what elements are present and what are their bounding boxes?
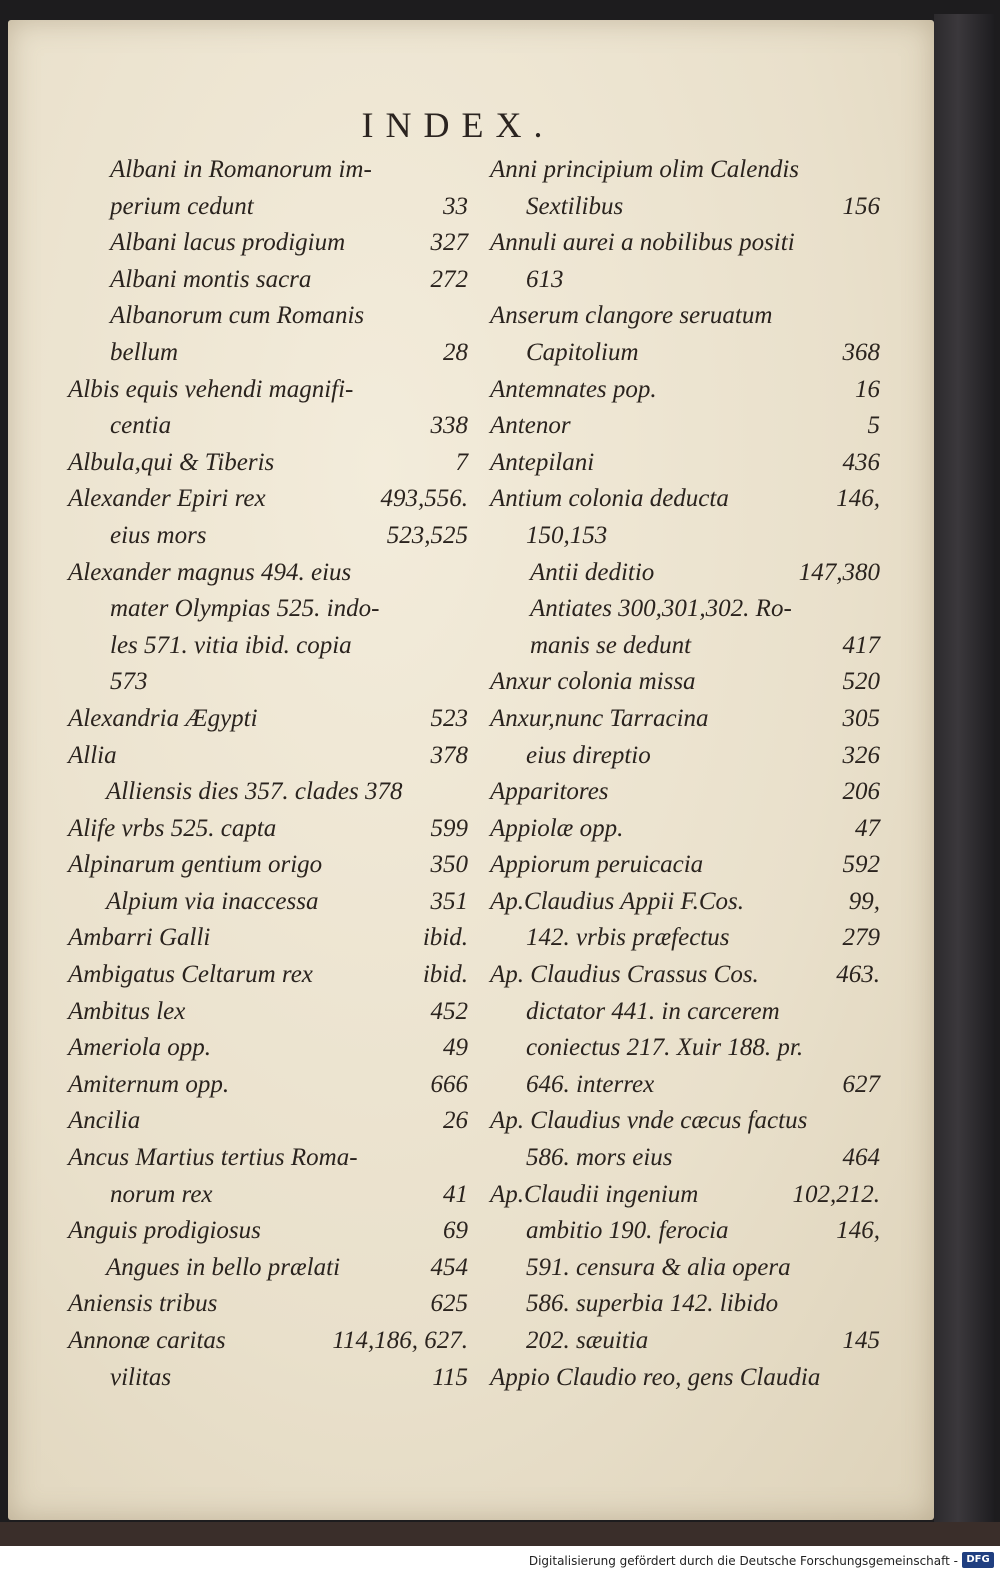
index-entry xyxy=(68,591,468,628)
index-entry-text: 202. sæuitia xyxy=(526,1327,649,1354)
index-entry-page-ref: 351 xyxy=(430,887,468,915)
index-entry-page-ref: 520 xyxy=(842,668,880,696)
index-entry-page-ref: 493,556. xyxy=(380,485,468,513)
index-entry-text: dictator 441. in carcerem xyxy=(526,997,780,1025)
index-entry xyxy=(490,847,880,884)
index-entry-text: Ambarri Galli xyxy=(68,924,211,952)
index-entry-page-ref: 463. xyxy=(836,961,880,989)
index-entry-page-ref: 115 xyxy=(432,1363,468,1391)
index-entry-text: vilitas xyxy=(110,1363,172,1391)
index-entry-text: Alexander magnus 494. eius xyxy=(68,558,352,586)
index-entry-text: Annuli aurei a nobilibus positi xyxy=(490,229,795,257)
index-entry xyxy=(490,920,880,957)
index-entry xyxy=(68,1213,468,1250)
index-entry-page-ref: 627 xyxy=(842,1070,880,1098)
index-entry xyxy=(68,189,468,226)
index-entry-page-ref: 272 xyxy=(430,265,468,293)
index-entry-page-ref: 26 xyxy=(443,1107,468,1135)
index-entry-text: Alife vrbs 525. capta xyxy=(68,814,277,842)
index-entry xyxy=(490,225,880,262)
index-entry xyxy=(490,738,880,775)
index-entry xyxy=(68,481,468,518)
index-entry-page-ref: 417 xyxy=(842,631,880,659)
index-entry-text: perium cedunt xyxy=(110,192,254,220)
index-entry-page-ref: 666 xyxy=(430,1070,468,1098)
index-entry xyxy=(68,555,468,592)
index-entry-text: Ameriola opp. xyxy=(68,1034,212,1062)
index-entry xyxy=(68,1103,468,1140)
index-entry-text: eius direptio xyxy=(526,741,651,769)
index-entry-text: Ambigatus Celtarum rex xyxy=(68,961,313,989)
index-entry-page-ref: 338 xyxy=(430,412,468,440)
index-entry-text: Albanorum cum Romanis xyxy=(110,302,365,330)
index-entry-page-ref: 454 xyxy=(430,1253,468,1281)
index-entry xyxy=(68,628,468,665)
index-entry-page-ref: 41 xyxy=(443,1180,468,1208)
index-entry-text: Antium colonia deducta xyxy=(490,485,729,513)
index-entry-text: manis se dedunt xyxy=(530,631,692,659)
book-page xyxy=(8,20,934,1520)
index-entry xyxy=(490,298,880,335)
index-entry xyxy=(68,445,468,482)
index-entry-text: Alexander Epiri rex xyxy=(68,485,266,513)
index-entry-text: norum rex xyxy=(110,1180,213,1208)
index-entry xyxy=(490,957,880,994)
index-entry-text: mater Olympias 525. indo- xyxy=(110,595,380,623)
index-entry-text: Aniensis tribus xyxy=(68,1290,218,1318)
index-entry xyxy=(490,335,880,372)
index-entry-page-ref: ibid. xyxy=(422,961,468,989)
index-entry-text: 586. superbia 142. libido xyxy=(526,1290,779,1318)
index-entry-text: Angues in bello prælati xyxy=(106,1253,341,1281)
index-entry xyxy=(68,1286,468,1323)
index-entry-text: 586. mors eius xyxy=(526,1144,673,1172)
index-entry xyxy=(490,262,880,299)
index-entry-page-ref: 452 xyxy=(430,997,468,1025)
index-entry-page-ref: 69 xyxy=(443,1217,468,1245)
index-entry xyxy=(68,847,468,884)
index-entry xyxy=(490,628,880,665)
index-entry-page-ref: 523,525 xyxy=(386,521,468,549)
index-entry xyxy=(490,372,880,409)
index-entry-text: 573 xyxy=(110,668,148,696)
index-entry-page-ref: 368 xyxy=(842,338,880,366)
index-entry-text: Apparitores xyxy=(490,778,609,806)
index-entry-page-ref: 592 xyxy=(842,851,880,879)
index-entry xyxy=(490,1103,880,1140)
index-entry xyxy=(490,1286,880,1323)
index-entry-text: Antenor xyxy=(490,412,571,440)
index-entry-page-ref: 146, xyxy=(836,1217,880,1245)
page-title: INDEX. xyxy=(361,105,555,145)
index-entry-page-ref: 326 xyxy=(842,741,880,769)
index-entry-page-ref: 599 xyxy=(430,814,468,842)
index-entry-page-ref: ibid. xyxy=(422,924,468,952)
index-entry-page-ref: 305 xyxy=(842,704,880,732)
index-entry-page-ref: 5 xyxy=(867,412,880,440)
index-entry xyxy=(490,1030,880,1067)
index-entry xyxy=(490,445,880,482)
index-entry xyxy=(68,701,468,738)
index-entry-text: Ancus Martius tertius Roma- xyxy=(68,1144,358,1172)
index-entry xyxy=(490,1213,880,1250)
index-entry-page-ref: 206 xyxy=(842,778,880,806)
index-entry-text: coniectus 217. Xuir 188. pr. xyxy=(526,1034,804,1062)
index-entry xyxy=(68,152,468,189)
index-entry-text: Alpinarum gentium origo xyxy=(68,851,323,879)
index-entry xyxy=(490,664,880,701)
index-entry-text: centia xyxy=(110,412,172,440)
index-entry-page-ref: 7 xyxy=(455,448,468,476)
index-entry xyxy=(490,701,880,738)
index-entry xyxy=(68,298,468,335)
index-entry-text: Appiorum peruicacia xyxy=(490,851,704,879)
index-entry-text: Amiternum opp. xyxy=(68,1070,230,1098)
index-entry xyxy=(490,1360,880,1397)
index-entry-text: Appiolæ opp. xyxy=(490,814,624,842)
index-entry xyxy=(68,774,468,811)
index-entry xyxy=(68,811,468,848)
index-entry-text: Capitolium xyxy=(526,338,639,366)
index-entry-page-ref: 16 xyxy=(855,375,880,403)
index-entry-text: Albis equis vehendi magnifi- xyxy=(68,375,354,403)
index-entry xyxy=(68,994,468,1031)
index-entry-text: ambitio 190. ferocia xyxy=(526,1217,729,1245)
index-column-left xyxy=(68,152,468,1396)
index-entry xyxy=(490,591,880,628)
index-entry-text: Ap.Claudii ingenium xyxy=(490,1180,699,1208)
index-entry-text: Ancilia xyxy=(68,1107,141,1135)
index-entry-text: Anni principium olim Calendis xyxy=(490,156,800,183)
index-entry xyxy=(490,1140,880,1177)
index-entry-page-ref: 145 xyxy=(842,1327,880,1354)
index-entry-text: Albani montis sacra xyxy=(110,265,312,293)
index-entry-page-ref: 102,212. xyxy=(792,1180,880,1208)
index-entry-text: Albula,qui & Tiberis xyxy=(68,448,275,476)
index-entry xyxy=(68,262,468,299)
index-column-right xyxy=(490,152,880,1396)
index-entry xyxy=(490,152,880,189)
index-entry xyxy=(490,1250,880,1287)
index-entry-page-ref: 625 xyxy=(430,1290,468,1318)
index-entry-text: Antiates 300,301,302. Ro- xyxy=(530,595,792,623)
index-entry-text: bellum xyxy=(110,338,179,366)
index-entry-page-ref: 436 xyxy=(842,448,880,476)
index-entry xyxy=(68,920,468,957)
index-entry-page-ref: 49 xyxy=(443,1034,468,1062)
index-entry-page-ref: 378 xyxy=(430,741,468,769)
index-entry xyxy=(68,1323,468,1360)
index-entry xyxy=(490,1067,880,1104)
index-entry xyxy=(68,1360,468,1397)
index-entry-text: 142. vrbis præfectus xyxy=(526,924,730,952)
index-entry-text: eius mors xyxy=(110,521,207,549)
book-spine-edge xyxy=(934,14,994,1524)
index-entry xyxy=(490,189,880,226)
index-entry-page-ref: 47 xyxy=(855,814,880,842)
index-entry xyxy=(490,555,880,592)
index-entry-text: Antii deditio xyxy=(530,558,655,586)
index-entry-text: 646. interrex xyxy=(526,1070,655,1098)
index-entry-text: Alexandria Ægypti xyxy=(68,704,258,732)
index-entry xyxy=(490,811,880,848)
index-entry xyxy=(490,994,880,1031)
index-entry xyxy=(68,738,468,775)
index-entry-text: Antepilani xyxy=(490,448,595,476)
index-entry-page-ref: 156 xyxy=(842,192,880,220)
index-entry xyxy=(490,884,880,921)
index-entry-text: Ap. Claudius Crassus Cos. xyxy=(490,961,759,989)
index-entry-page-ref: 28 xyxy=(443,338,468,366)
index-entry-page-ref: 350 xyxy=(430,851,468,879)
index-entry-text: les 571. vitia ibid. copia xyxy=(110,631,352,659)
index-entry xyxy=(490,1323,880,1360)
index-entry xyxy=(68,225,468,262)
index-entry xyxy=(68,372,468,409)
index-entry-page-ref: 279 xyxy=(842,924,880,952)
index-entry-text: Allia xyxy=(68,741,117,769)
index-entry-page-ref: 33 xyxy=(443,192,468,220)
index-entry-page-ref: 523 xyxy=(430,704,468,732)
index-entry-page-ref: 464 xyxy=(842,1144,880,1172)
index-entry xyxy=(68,518,468,555)
index-entry-page-ref: 147,380 xyxy=(798,558,880,586)
index-entry xyxy=(490,518,880,555)
index-entry-text: Albani lacus prodigium xyxy=(110,229,346,257)
index-entry-text: Anxur colonia missa xyxy=(490,668,696,696)
index-entry-text: Anguis prodigiosus xyxy=(68,1217,261,1245)
index-entry-page-ref: 327 xyxy=(430,229,468,257)
index-entry-text: 591. censura & alia opera xyxy=(526,1253,791,1281)
index-entry xyxy=(68,1177,468,1214)
index-entry-text: 150,153 xyxy=(526,521,608,549)
index-entry-page-ref: 146, xyxy=(836,485,880,513)
index-entry xyxy=(490,481,880,518)
index-entry-text: Ap. Claudius vnde cæcus factus xyxy=(490,1107,808,1135)
index-entry-text: Sextilibus xyxy=(526,192,624,220)
index-entry xyxy=(68,1067,468,1104)
index-entry-page-ref: 99, xyxy=(848,887,880,915)
index-entry xyxy=(68,1250,468,1287)
index-entry xyxy=(68,1140,468,1177)
index-entry-text: Alliensis dies 357. clades 378 xyxy=(106,778,403,806)
digitization-credit: Digitalisierung gefördert durch die Deutsche Forschungsgemeinschaft - xyxy=(528,1554,958,1568)
index-entry-text: Ap.Claudius Appii F.Cos. xyxy=(490,887,744,915)
dfg-logo: DFG xyxy=(962,1552,994,1568)
index-entry xyxy=(68,884,468,921)
index-entry-text: Appio Claudio reo, gens Claudia xyxy=(490,1363,821,1391)
index-entry xyxy=(490,774,880,811)
scan-bottom-edge xyxy=(0,1522,1000,1546)
index-entry-text: Antemnates pop. xyxy=(490,375,657,403)
index-entry xyxy=(68,335,468,372)
index-entry-text: Anserum clangore seruatum xyxy=(490,302,773,330)
index-entry-text: Ambitus lex xyxy=(68,997,186,1025)
index-entry-text: Anxur,nunc Tarracina xyxy=(490,704,709,732)
index-entry-page-ref: 114,186, 627. xyxy=(332,1327,468,1354)
index-entry-text: 613 xyxy=(526,265,564,293)
index-entry xyxy=(68,664,468,701)
index-entry-text: Albani in Romanorum im- xyxy=(110,156,372,183)
index-entry-text: Annonæ caritas xyxy=(68,1327,226,1354)
index-entry xyxy=(490,408,880,445)
index-entry-text: Alpium via inaccessa xyxy=(106,887,319,915)
index-entry xyxy=(490,1177,880,1214)
index-entry xyxy=(68,957,468,994)
index-entry xyxy=(68,408,468,445)
index-entry xyxy=(68,1030,468,1067)
